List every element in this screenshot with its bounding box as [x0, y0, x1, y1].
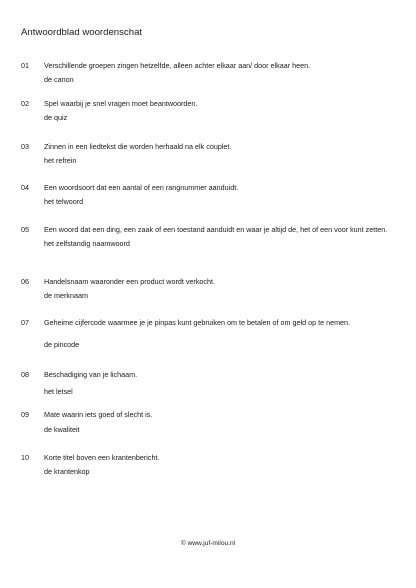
item-question: Spel waarbij je snel vragen moet beantwoorden. [44, 99, 198, 108]
list-item [21, 225, 398, 249]
item-question: Een woord dat een ding, een zaak of een toestand aanduidt en waar je altijd de, het of een voor kunt zetten. [44, 225, 388, 234]
item-question: Verschillende groepen zingen hetzelfde, alleen achter elkaar aan/ door elkaar heen. [44, 61, 311, 70]
item-answer: de canon [44, 75, 74, 85]
list-item [21, 99, 398, 123]
list-item [21, 318, 398, 350]
item-answer: de krantenkop [44, 467, 90, 477]
list-item [21, 142, 398, 166]
list-item [21, 277, 398, 301]
item-number: 09 [21, 410, 29, 419]
item-answer: de kwaliteit [44, 425, 80, 435]
item-question: Een woordsoort dat een aantal of een rangnummer aanduidt. [44, 183, 239, 192]
list-item [21, 183, 398, 207]
item-answer: de pincode [44, 340, 80, 350]
item-number: 07 [21, 318, 29, 327]
item-answer: het zelfstandig naamwoord [44, 239, 130, 249]
page-title: Antwoordblad woordenschat [21, 27, 143, 38]
item-number: 01 [21, 61, 29, 70]
item-number: 10 [21, 453, 29, 462]
item-answer: de quiz [44, 113, 68, 123]
list-item [21, 61, 398, 85]
item-question: Korte titel boven een krantenbericht. [44, 453, 160, 462]
item-answer: het telwoord [44, 197, 84, 207]
item-question: Mate waarin iets goed of slecht is. [44, 410, 153, 419]
item-number: 04 [21, 183, 29, 192]
footer-copyright: © www.juf-milou.nl [180, 540, 236, 547]
item-answer: de merknaam [44, 291, 88, 301]
item-answer: het refrein [44, 156, 77, 166]
item-question: Handelsnaam waaronder een product wordt verkocht. [44, 277, 215, 286]
item-number: 08 [21, 370, 29, 379]
item-question: Zinnen in een liedtekst die worden herhaald na elk couplet. [44, 142, 232, 151]
list-item [21, 410, 398, 435]
item-question: Geheime cijfercode waarmee je je pinpas kunt gebruiken om te betalen of om geld op te nemen. [44, 318, 351, 327]
list-item [21, 370, 398, 397]
item-number: 03 [21, 142, 29, 151]
list-item [21, 453, 398, 477]
item-answer: het letsel [44, 387, 73, 397]
item-number: 02 [21, 99, 29, 108]
item-question: Beschadiging van je lichaam. [44, 370, 138, 379]
item-number: 05 [21, 225, 29, 234]
item-number: 06 [21, 277, 29, 286]
